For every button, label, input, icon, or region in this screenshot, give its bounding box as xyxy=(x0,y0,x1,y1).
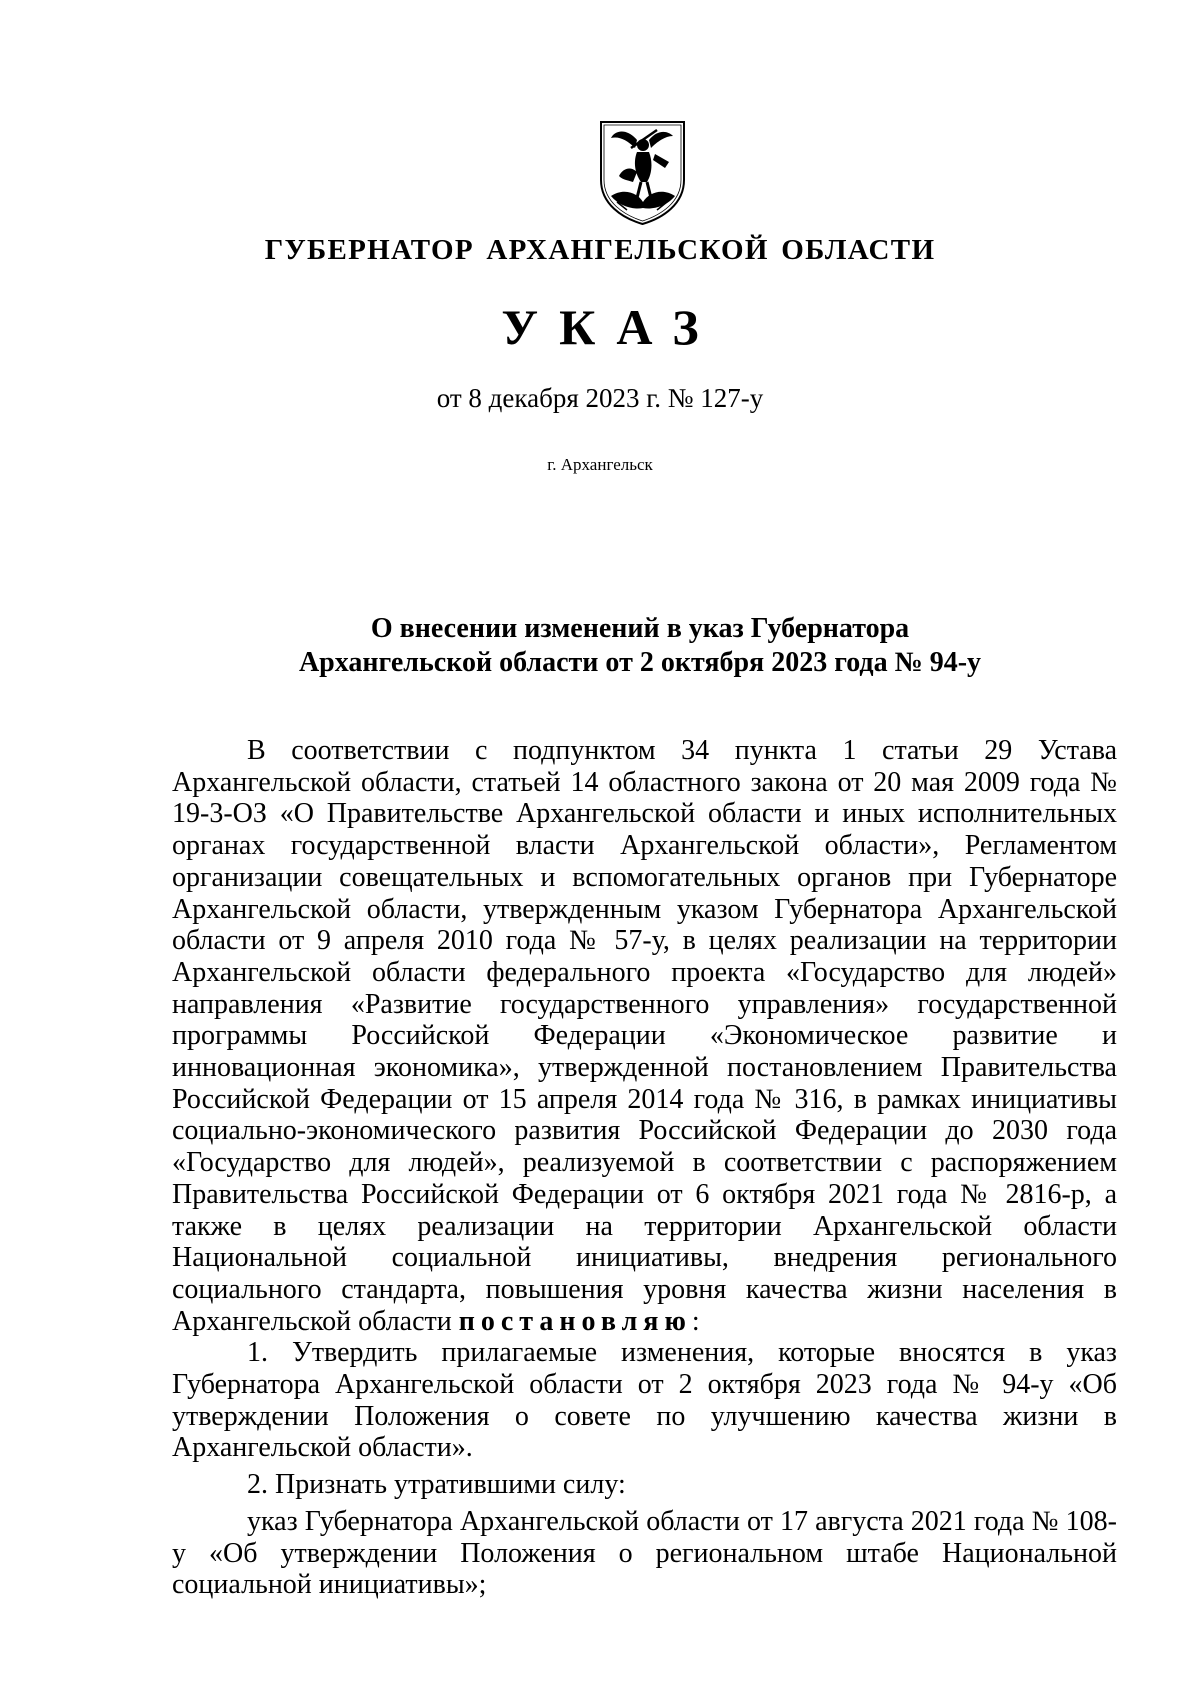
item-1-paragraph: 1. Утвердить прилагаемые изменения, которые вносятся в указ Губернатора Архангельской области от 2 октября 2023 года № 94-у «Об утверждении Положения о совете по улучшению качества жизни в Архангельской области». xyxy=(172,1337,1117,1464)
title-line-2: Архангельской области от 2 октября 2023 года № 94-у xyxy=(298,647,982,678)
document-body xyxy=(172,735,1117,1601)
preamble-end: : xyxy=(691,1305,700,1337)
document-type: УКАЗ xyxy=(501,299,720,355)
item-2-sub-1-paragraph: указ Губернатора Архангельской области от 17 августа 2021 года № 108-у «Об утверждении Положения о региональном штабе Национальной социальной инициативы»; xyxy=(172,1505,1117,1601)
preamble-text: В соответствии с подпунктом 34 пункта 1 статьи 29 Устава Архангельской области, статьей 14 областного закона от 20 мая 2009 года № 19-3-ОЗ «О Правительстве Архангельской области и иных исполнительных органах государственной власти Архангельской области», Регламентом организации совещательных и вспомогательных органов при Губернаторе Архангельской области, утвержденным указом Губернатора Архангельской области от 9 апреля 2010 года № 57-у, в целях реализации на территории Архангельской области федерального проекта «Государство для людей» направления «Развитие государственного управления» государственной программы Российской Федерации «Экономическое развитие и инновационная экономика», утвержденной постановлением Правительства Российской Федерации от 15 апреля 2014 года № 316, в рамках инициативы социально-экономического развития Российской Федерации до 2030 года «Государство для людей», реализуемой в соответствии с распоряжением Правительства Российской Федерации от 6 октября 2021 года № 2816-р, а также в целях реализации на территории Архангельской области Национальной социальной инициативы, внедрения регионального социального стандарта, повышения уровня качества жизни населения в Архангельской области xyxy=(172,735,1117,1337)
issuing-authority: ГУБЕРНАТОР АРХАНГЕЛЬСКОЙ ОБЛАСТИ xyxy=(264,234,936,266)
decree-keyword: постановляю xyxy=(458,1305,692,1337)
city: г. Архангельск xyxy=(547,455,653,474)
date-and-number: от 8 декабря 2023 г. № 127-у xyxy=(436,383,764,413)
item-2-paragraph: 2. Признать утратившими силу: xyxy=(247,1469,626,1501)
document-title xyxy=(160,612,1120,680)
arkhangelsk-coat-of-arms-icon xyxy=(597,118,688,226)
preamble-paragraph xyxy=(172,735,1117,1337)
title-line-1: О внесении изменений в указ Губернатора xyxy=(370,613,910,644)
